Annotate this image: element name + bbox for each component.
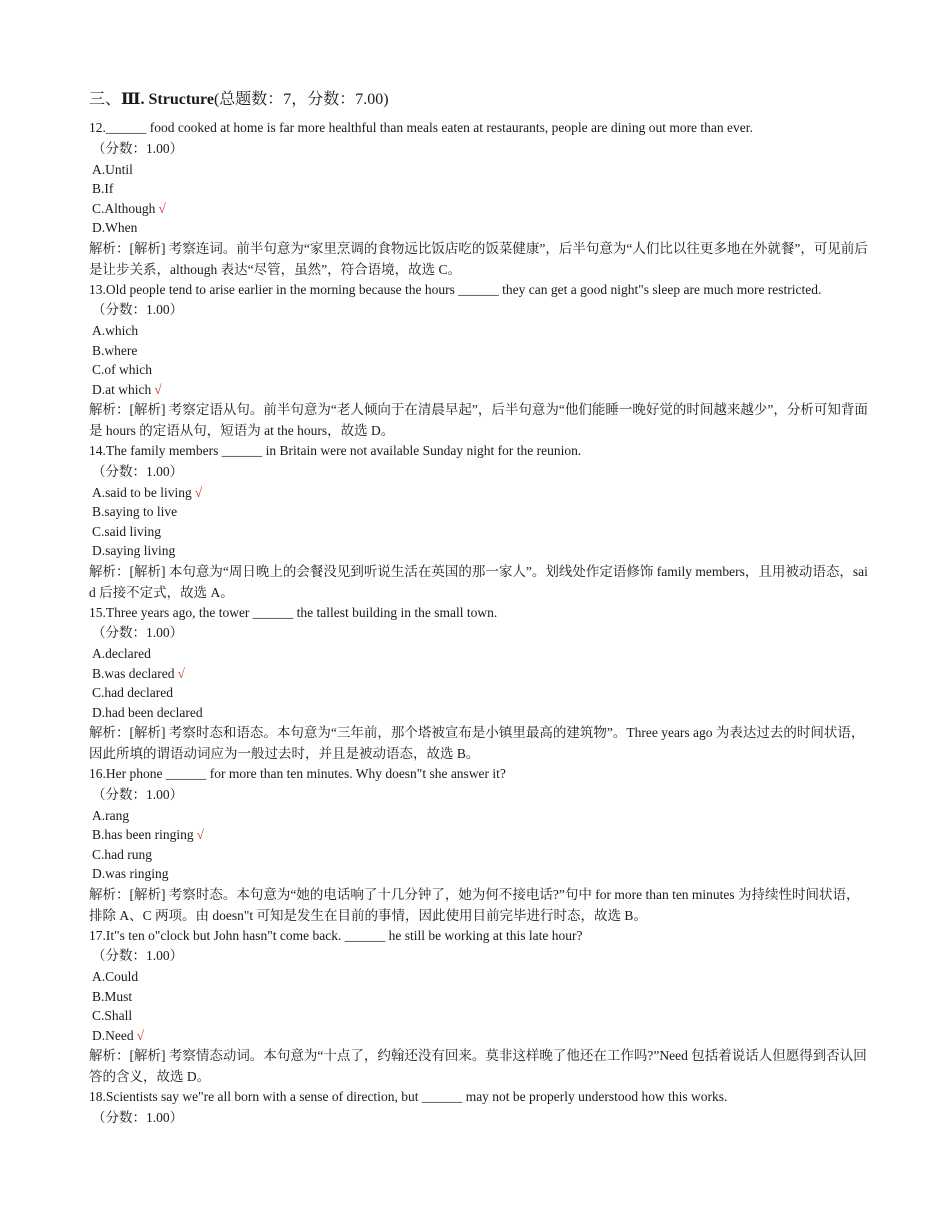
correct-check-icon: √ (177, 665, 185, 681)
answer-option (89, 806, 869, 826)
answer-option-text: D.had been declared (92, 704, 203, 720)
question-item (89, 603, 869, 765)
answer-option (89, 360, 869, 380)
answer-option-text: C.had declared (92, 685, 173, 700)
answer-option-text: D.was ringing (92, 866, 169, 881)
correct-check-icon: √ (194, 484, 203, 500)
answer-option (89, 483, 869, 503)
answer-option (89, 502, 869, 522)
answer-option-text: B.where (92, 342, 138, 358)
answer-analysis: 解析：[解析] 本句意为“周日晚上的会餐没见到听说生活在英国的那一家人”。划线处作定语修饰 family members，且用被动语态，said 后接不定式，故选 A。 (89, 563, 868, 600)
answer-option-text: B.saying to live (92, 504, 178, 519)
answer-option (89, 664, 869, 684)
question-stem: 15.Three years ago, the tower ______ the tallest building in the small town. (89, 604, 498, 620)
answer-option-text: A.Until (92, 161, 133, 177)
answer-option (89, 864, 869, 884)
answer-analysis: 解析：[解析] 考察定语从句。前半句意为“老人倾向于在清晨早起”，后半句意为“他们能睡一晚好觉的时间越来越少”，分析可知背面是 hours 的定语从句，短语为 at the hours，故选 D。 (89, 402, 868, 438)
answer-option (89, 967, 869, 987)
question-item (89, 1087, 869, 1129)
question-item (89, 764, 869, 926)
question-score: （分数：1.00） (92, 1109, 184, 1125)
question-score: （分数：1.00） (92, 463, 184, 479)
section-bold-title: Ⅲ. Structure (121, 91, 214, 108)
question-score: （分数：1.00） (92, 786, 184, 802)
section-suffix: (总题数：7，分数：7.00) (213, 91, 389, 108)
answer-option (89, 825, 869, 845)
answer-option-text: B.was declared (92, 665, 175, 681)
answer-option (89, 321, 869, 341)
correct-check-icon: √ (196, 827, 205, 842)
answer-option-text: B.If (92, 181, 114, 196)
correct-check-icon: √ (154, 381, 162, 397)
answer-option-text: C.Although (92, 200, 156, 216)
answer-option (89, 845, 869, 865)
answer-option-text: C.Shall (92, 1008, 133, 1023)
answer-option-text: B.has been ringing (92, 827, 194, 842)
question-item (89, 118, 869, 280)
answer-option (89, 179, 869, 199)
answer-option (89, 380, 869, 400)
answer-option (89, 1006, 869, 1026)
answer-option-text: A.Could (92, 969, 139, 984)
answer-option-text: C.said living (92, 523, 162, 539)
answer-option-text: C.had rung (92, 846, 152, 862)
question-item (89, 926, 869, 1088)
question-stem: 12.______ food cooked at home is far more healthful than meals eaten at restaurants, people are dining out more than ever. (89, 120, 753, 135)
answer-option-text: B.Must (92, 988, 133, 1004)
answer-option (89, 1026, 869, 1046)
document-page (89, 88, 869, 1129)
answer-option (89, 218, 869, 238)
question-score: （分数：1.00） (92, 948, 184, 963)
answer-option-text: D.When (92, 220, 138, 235)
question-item (89, 280, 869, 442)
question-score: （分数：1.00） (92, 625, 184, 640)
answer-option-text: A.which (92, 323, 139, 338)
answer-option (89, 199, 869, 219)
question-score: （分数：1.00） (92, 140, 184, 156)
answer-option-text: A.declared (92, 646, 151, 661)
question-stem: 18.Scientists say we"re all born with a sense of direction, but ______ may not be properly understood how this works. (89, 1089, 728, 1104)
answer-option (89, 683, 869, 703)
question-item (89, 441, 869, 603)
answer-analysis: 解析：[解析] 考察情态动词。本句意为“十点了，约翰还没有回来。莫非这样晚了他还在工作吗?”Need 包括着说话人但愿得到否认回答的含义，故选 D。 (89, 1048, 867, 1084)
correct-check-icon: √ (136, 1027, 145, 1043)
answer-option (89, 644, 869, 664)
section-title (89, 88, 869, 114)
answer-option (89, 341, 869, 361)
answer-option-text: A.rang (92, 807, 130, 823)
question-stem: 13.Old people tend to arise earlier in the morning because the hours ______ they can get a good night"s sleep are much more restricted. (89, 281, 822, 297)
question-stem: 17.It"s ten o"clock but John hasn"t come back. ______ he still be working at this late hour? (89, 927, 583, 943)
answer-option (89, 160, 869, 180)
answer-option (89, 987, 869, 1007)
question-score: （分数：1.00） (92, 302, 184, 317)
answer-analysis: 解析：[解析] 考察时态和语态。本句意为“三年前，那个塔被宣布是小镇里最高的建筑物”。Three years ago 为表达过去的时间状语，因此所填的谓语动词应为一般过去时，并且是被动语态，故选 B。 (89, 725, 865, 761)
question-stem: 16.Her phone ______ for more than ten minutes. Why doesn"t she answer it? (89, 766, 506, 781)
question-list (89, 118, 869, 1129)
question-stem: 14.The family members ______ in Britain were not available Sunday night for the reunion. (89, 443, 582, 458)
section-prefix: 三、 (89, 91, 122, 108)
correct-check-icon: √ (158, 200, 166, 216)
answer-option (89, 541, 869, 561)
answer-option (89, 522, 869, 542)
answer-analysis: 解析：[解析] 考察时态。本句意为“她的电话响了十几分钟了，她为何不接电话?”句中 for more than ten minutes 为持续性时间状语，排除 A、C 两项。由 doesn"t 可知是发生在目前的事情，因此使用目前完毕进行时态，故选 B。 (89, 886, 860, 923)
answer-option-text: D.at which (92, 381, 152, 397)
answer-option-text: D.Need (92, 1027, 134, 1043)
answer-option-text: D.saying living (92, 543, 176, 558)
answer-option (89, 703, 869, 723)
answer-analysis: 解析：[解析] 考察连词。前半句意为“家里烹调的食物远比饭店吃的饭菜健康”，后半句意为“人们比以往更多地在外就餐”，可见前后是让步关系，although 表达“尽管，虽然”，符合语境，故选 C。 (89, 240, 868, 277)
answer-option-text: A.said to be living (92, 484, 192, 500)
answer-option-text: C.of which (92, 362, 152, 377)
